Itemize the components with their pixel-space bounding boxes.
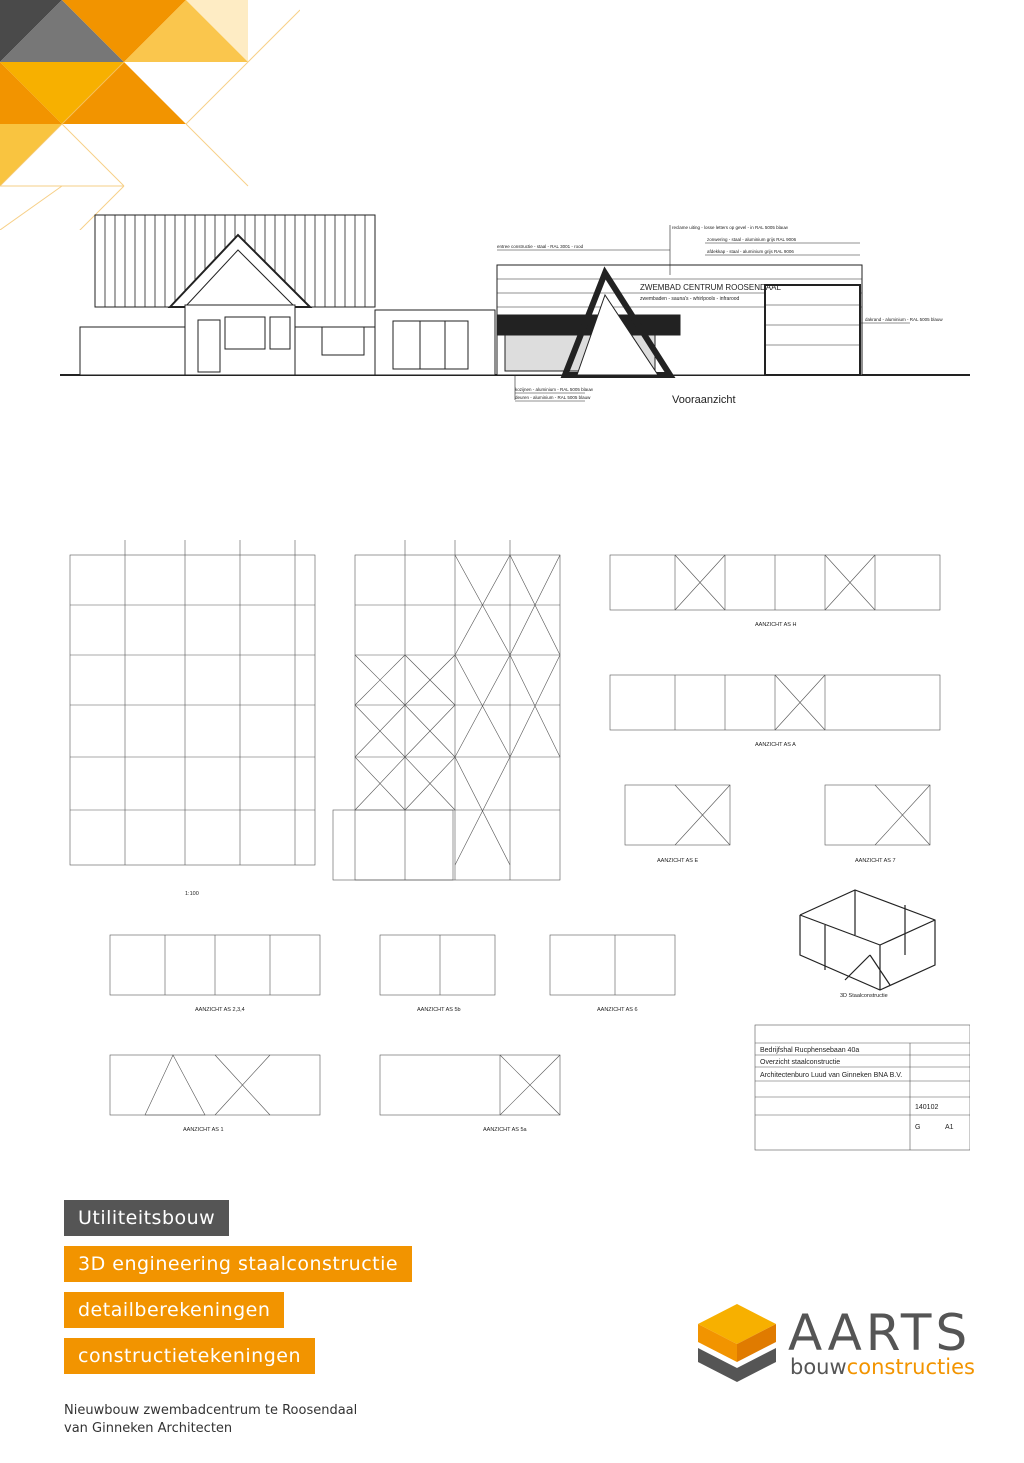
note-4: entree constructie - staal - RAL 3001 - rood — [497, 244, 584, 249]
label-as-7: AANZICHT AS 7 — [855, 858, 896, 864]
label-as-1: AANZICHT AS 1 — [183, 1127, 224, 1133]
note-5: dakrand - aluminium - RAL 5005 blauw — [865, 317, 943, 322]
note-1: reclame uiting - losse letters op gevel - in RAL 5005 blauw — [672, 225, 788, 230]
steel-structure-drawings — [55, 525, 970, 1155]
titleblock-sheet: G — [915, 1124, 921, 1131]
label-as-e: AANZICHT AS E — [657, 858, 699, 864]
label-as-h: AANZICHT AS H — [755, 622, 797, 628]
titleblock-format: A1 — [945, 1124, 954, 1131]
label-as-234: AANZICHT AS 2,3,4 — [195, 1007, 245, 1013]
titleblock-client: Architectenburo Luud van Ginneken BNA B.V. — [760, 1072, 903, 1079]
elevation-caption: Vooraanzicht — [672, 394, 736, 406]
note-6: kozijnen - aluminium - RAL 5005 blauw — [515, 387, 593, 392]
logo-subtitle — [790, 1356, 975, 1378]
tag-detailberekeningen: detailberekeningen — [64, 1292, 284, 1328]
tag-utiliteitsbouw: Utiliteitsbouw — [64, 1200, 229, 1236]
logo-sub-a: bouw — [790, 1355, 847, 1379]
note-3: afdekkap - staal - aluminium grijs RAL 9006 — [707, 249, 794, 254]
label-as-a: AANZICHT AS A — [755, 742, 796, 748]
sign-title: ZWEMBAD CENTRUM ROOSENDAAL — [640, 283, 781, 292]
label-as-5b: AANZICHT AS 5b — [417, 1007, 461, 1013]
logo-name: AARTS — [788, 1304, 972, 1362]
aarts-logo — [692, 1300, 982, 1390]
cube-logo-icon — [692, 1300, 782, 1386]
titleblock-subject: Overzicht staalconstructie — [760, 1059, 841, 1066]
titleblock-project: Bedrijfshal Rucphensebaan 40a — [760, 1047, 860, 1054]
note-2: zonwering - staal - aluminium grijs RAL 9006 — [707, 237, 797, 242]
tag-3d-engineering: 3D engineering staalconstructie — [64, 1246, 412, 1282]
note-7: deuren - aluminium - RAL 5005 blauw — [515, 395, 591, 400]
label-scale: 1:100 — [185, 891, 199, 897]
tag-constructietekeningen: constructietekeningen — [64, 1338, 315, 1374]
label-iso: 3D Staalconstructie — [840, 993, 888, 999]
logo-sub-b: constructies — [846, 1355, 975, 1379]
corner-triangle-decoration — [0, 0, 300, 230]
sign-subtitle: zwembaden - sauna's - whirlpools - infrarood — [640, 296, 740, 302]
caption-line-2: van Ginneken Architecten — [64, 1421, 233, 1436]
label-as-6: AANZICHT AS 6 — [597, 1007, 638, 1013]
caption-line-1: Nieuwbouw zwembadcentrum te Roosendaal — [64, 1403, 358, 1418]
front-elevation-drawing — [60, 205, 970, 420]
titleblock-number: 140102 — [915, 1104, 939, 1111]
project-caption — [64, 1402, 357, 1438]
label-as-5a: AANZICHT AS 5a — [483, 1127, 527, 1133]
